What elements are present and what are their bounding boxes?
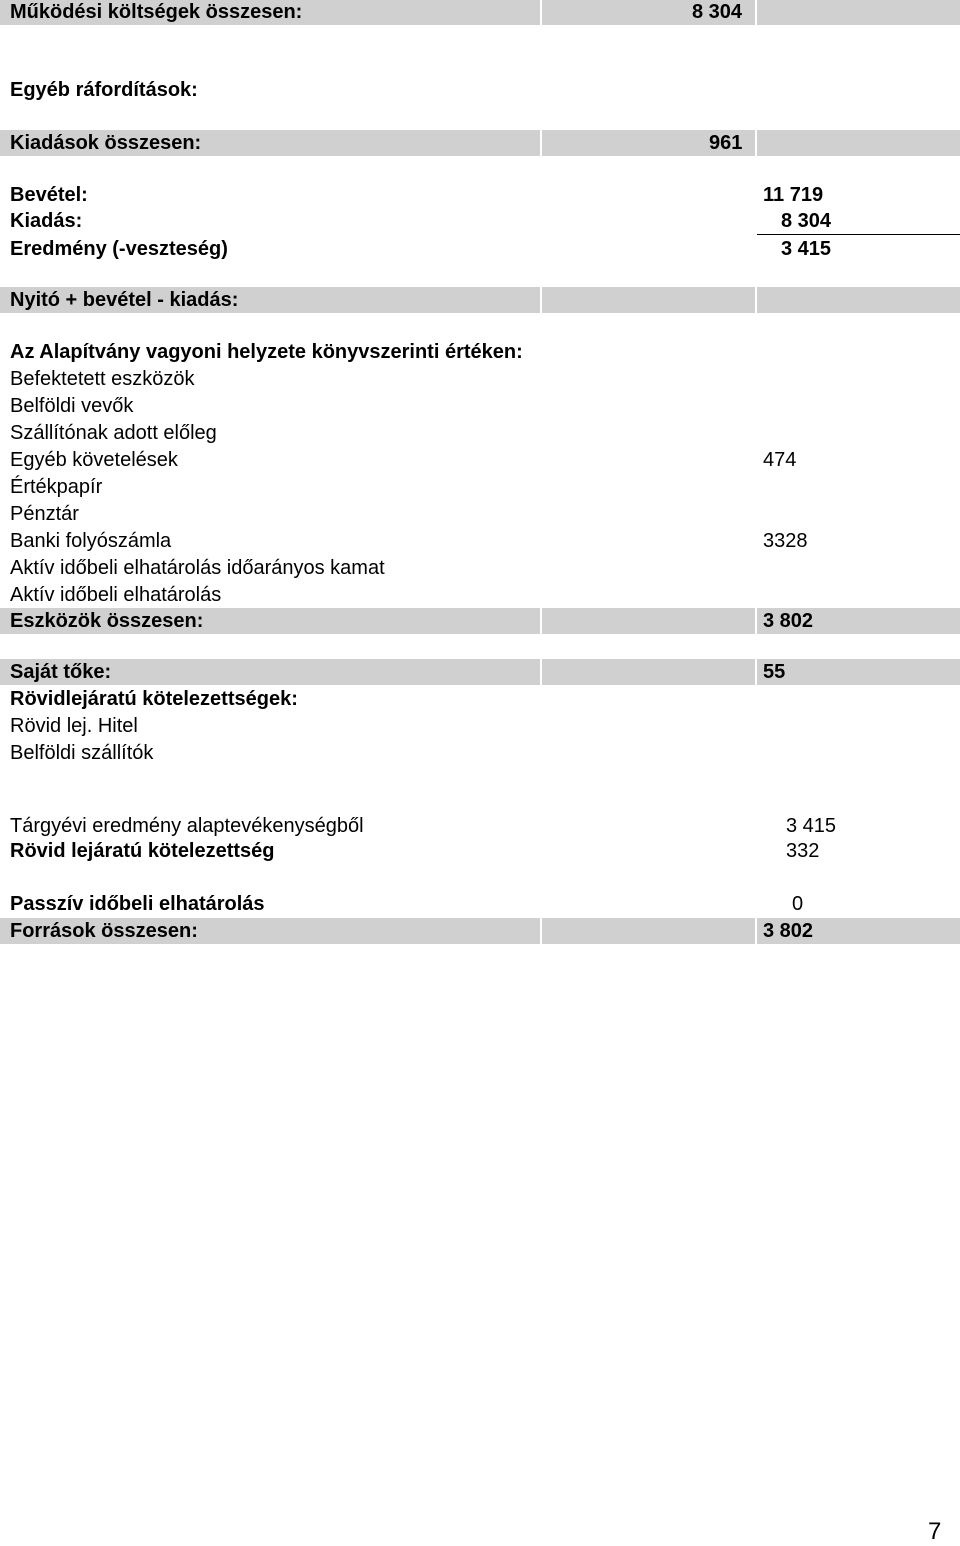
expenses-total-value: 961 xyxy=(709,132,743,154)
asset-item-label: Értékpapír xyxy=(10,476,103,498)
expenses-total-label: Kiadások összesen: xyxy=(10,132,202,154)
asset-item-label: Pénztár xyxy=(10,503,79,525)
income-value: 11 719 xyxy=(763,184,824,206)
expense-label: Kiadás: xyxy=(10,210,83,232)
sources-total-label: Források összesen: xyxy=(10,920,198,942)
asset-item-label: Egyéb követelések xyxy=(10,449,178,471)
current-year-result-value: 3 415 xyxy=(786,815,837,837)
assets-heading: Az Alapítvány vagyoni helyzete könyvszerinti értéken: xyxy=(10,341,523,363)
asset-item-value: 474 xyxy=(763,449,797,471)
asset-item-label: Szállítónak adott előleg xyxy=(10,422,217,444)
result-value: 3 415 xyxy=(781,238,832,260)
asset-item-label: Belföldi vevők xyxy=(10,395,134,417)
sources-total-value: 3 802 xyxy=(763,920,814,942)
asset-item-value: 3328 xyxy=(763,530,808,552)
passive-accrual-label: Passzív időbeli elhatárolás xyxy=(10,893,265,915)
domestic-suppliers-label: Belföldi szállítók xyxy=(10,742,154,764)
passive-accrual-value: 0 xyxy=(792,893,804,915)
subtotal-rule xyxy=(757,234,960,235)
asset-item-label: Befektetett eszközök xyxy=(10,368,195,390)
short-term-liability-label: Rövid lejáratú kötelezettség xyxy=(10,840,275,862)
short-term-loan-label: Rövid lej. Hitel xyxy=(10,715,138,737)
income-label: Bevétel: xyxy=(10,184,88,206)
page-number: 7 xyxy=(928,1518,942,1545)
short-term-liability-value: 332 xyxy=(786,840,820,862)
assets-total-value: 3 802 xyxy=(763,610,814,632)
asset-item-label: Aktív időbeli elhatárolás időarányos kamat xyxy=(10,557,385,579)
current-year-result-label: Tárgyévi eredmény alaptevékenységből xyxy=(10,815,364,837)
result-label: Eredmény (-veszteség) xyxy=(10,238,228,260)
short-term-liabilities-heading: Rövidlejáratú kötelezettségek: xyxy=(10,688,298,710)
opening-label: Nyitó + bevétel - kiadás: xyxy=(10,289,239,311)
asset-item-label: Aktív időbeli elhatárolás xyxy=(10,584,222,606)
equity-value: 55 xyxy=(763,661,786,683)
row-shade xyxy=(0,659,960,685)
asset-item-label: Banki folyószámla xyxy=(10,530,172,552)
operating-costs-value: 8 304 xyxy=(692,1,743,23)
assets-total-label: Eszközök összesen: xyxy=(10,610,204,632)
equity-label: Saját tőke: xyxy=(10,661,112,683)
other-expenses-label: Egyéb ráfordítások: xyxy=(10,79,198,101)
expense-value: 8 304 xyxy=(781,210,832,232)
operating-costs-label: Működési költségek összesen: xyxy=(10,1,303,23)
